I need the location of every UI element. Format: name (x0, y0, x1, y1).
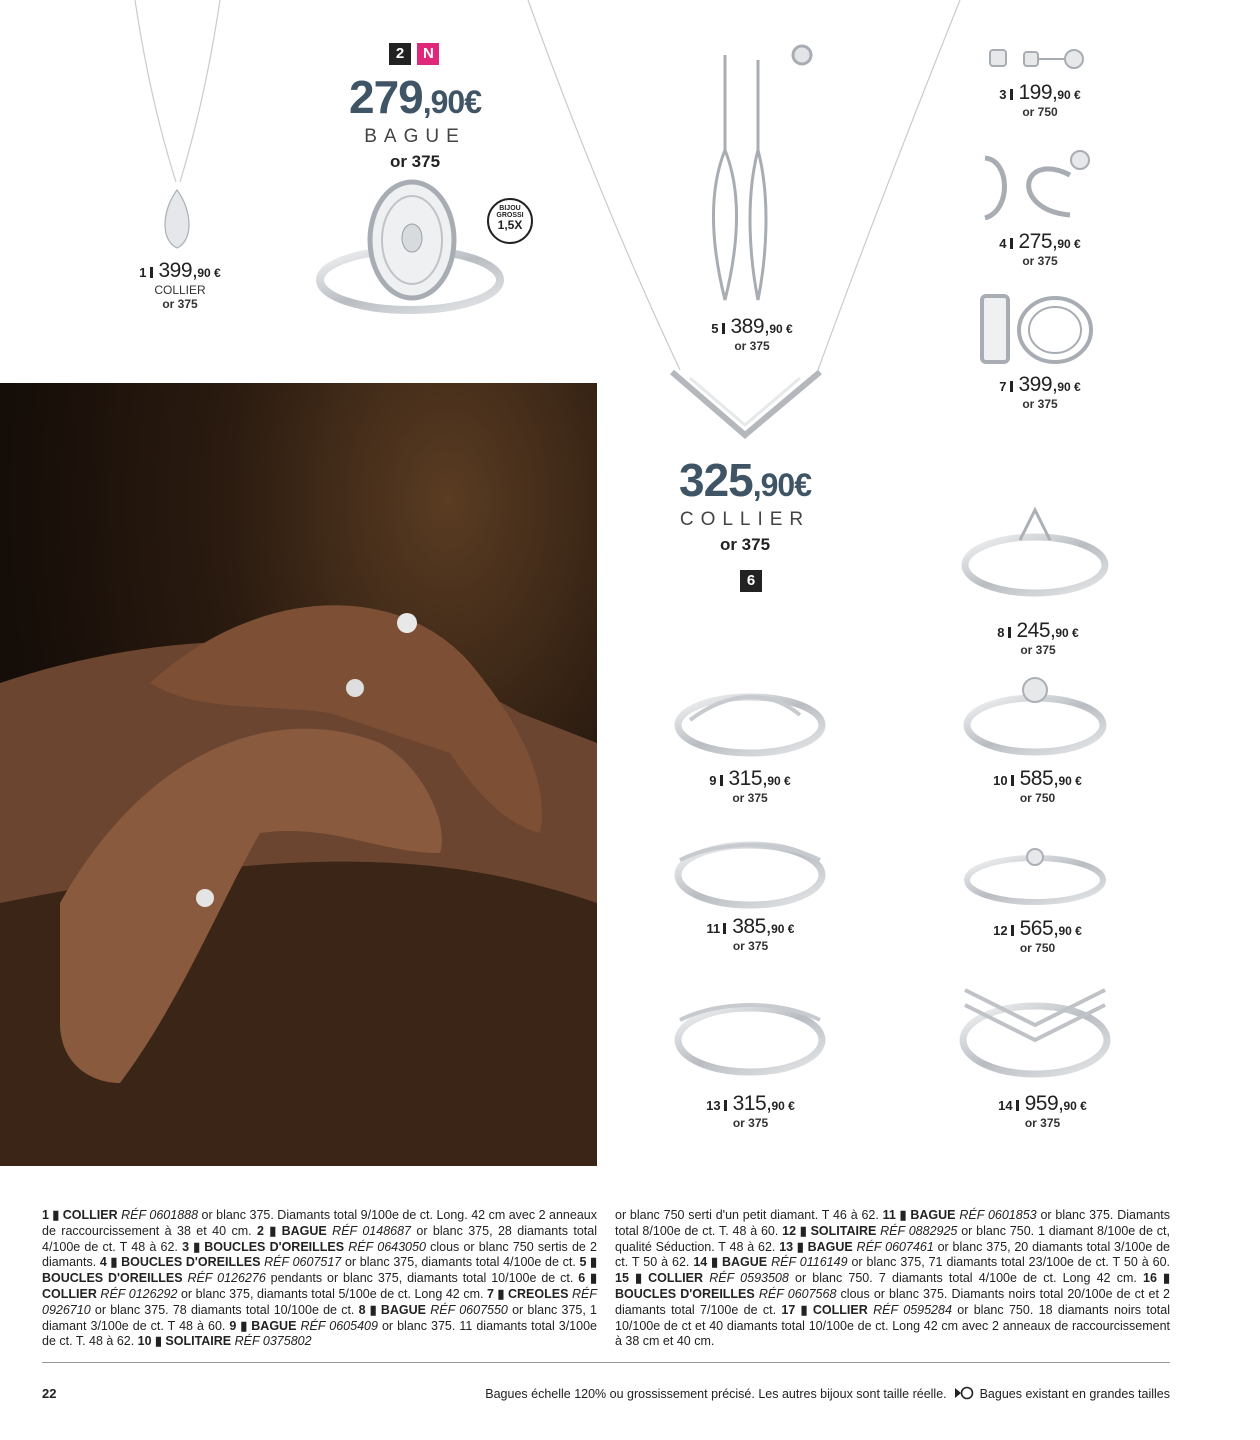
product-6-price-block (660, 454, 830, 555)
footer-note (485, 1386, 1170, 1403)
product-metal: or 375 (734, 339, 770, 353)
earrings-3-image (990, 50, 1083, 68)
ring-11-image (678, 845, 822, 905)
zoom-badge (487, 198, 533, 244)
ring-8-image (965, 510, 1105, 593)
ring-12-image (967, 849, 1103, 902)
product-metal: or 750 (1022, 105, 1058, 119)
page-number: 22 (42, 1386, 57, 1401)
hands-photo (0, 383, 597, 1166)
footer-divider (42, 1362, 1170, 1363)
product-metal: or 750 (1019, 791, 1056, 805)
product-6-badge-wrap (740, 570, 762, 592)
earrings-7-image (982, 296, 1091, 362)
product-metal: or 750 (1019, 941, 1056, 955)
zoom-badge-value: 1,5X (497, 218, 523, 232)
product-metal: or 375 (732, 791, 768, 805)
product-metal: or 375 (1022, 397, 1058, 411)
ring-10-image (967, 678, 1103, 752)
product-label-14: 14 959,90 € or 375 (980, 1093, 1105, 1129)
product-label-8: 8 245,90 € or 375 (978, 620, 1098, 656)
necklace-1-image (135, 0, 220, 248)
ring-14-image (963, 990, 1107, 1074)
earrings-5-image (713, 46, 811, 300)
product-6-price: 325,90€ (678, 454, 812, 506)
product-6-metal: or 375 (719, 535, 771, 554)
product-metal: or 375 (1020, 643, 1056, 657)
product-metal: or 375 (732, 1116, 769, 1130)
product-metal: or 375 (162, 297, 198, 311)
product-metal: or 375 (1024, 1116, 1061, 1130)
new-badge: N (417, 43, 439, 65)
ring-9-image (678, 697, 822, 753)
product-label-5: 5 389,90 € or 375 (692, 316, 812, 352)
product-2-price: 279,90€ (348, 71, 482, 123)
footer-note-large-sizes: Bagues existant en grandes tailles (979, 1387, 1170, 1401)
product-label-1: 1 399,90 € COLLIER or 375 (120, 260, 240, 310)
footer-note-scale: Bagues échelle 120% ou grossissement précisé. Les autres bijoux sont taille réelle. (485, 1387, 947, 1401)
product-label-12: 12 565,90 € or 750 (975, 918, 1100, 954)
product-type: COLLIER (154, 283, 206, 297)
product-label-9: 9 315,90 € or 375 (690, 768, 810, 804)
product-number-badge: 6 (740, 570, 762, 592)
product-number-badge: 2 (389, 43, 411, 65)
product-2-badges (389, 43, 439, 65)
product-descriptions-right: or blanc 750 serti d'un petit diamant. T 46 à 62. 11 ▮ BAGUE RÉF 0601853 or blanc 375. Diamants total 8/100e de ct. T. 48 à 60. 12 ▮ SOLITAIRE RÉF 0882925 or blanc 750. 1 diamant 8/100e de ct, qualité Séduction. T 48 à 62. 13 ▮ BAGUE RÉF 0607461 or blanc 375, 20 diamants total 3/100e de ct. T 50 à 62. 14 ▮ BAGUE RÉF 0116149 or blanc 375, 71 diamants total 23/100e de ct. T 50 à 60. 15 ▮ COLLIER RÉF 0593508 or blanc 750. 7 diamants total 4/100e de ct. Long 42 cm. 16 ▮ BOUCLES D'OREILLES RÉF 0607568 clous or blanc 375. Diamants noirs total 20/100e de ct et 2 diamants total 7/100e de ct. 17 ▮ COLLIER RÉF 0595284 or blanc 750. 18 diamants noirs total 10/100e de ct et 40 diamants total 10/100e de ct. Long 42 cm avec 2 anneaux de raccourcissement à 38 cm et 40 cm. (615, 1208, 1171, 1349)
product-metal: or 375 (1022, 254, 1058, 268)
product-label-13: 13 315,90 € or 375 (688, 1093, 813, 1129)
zoom-badge-line1: BIJOU (499, 205, 521, 212)
product-label-7: 7 399,90 € or 375 (980, 374, 1100, 410)
large-size-icon (954, 1386, 974, 1403)
ring-13-image (678, 1005, 822, 1072)
product-label-3: 3 199,90 € or 750 (980, 82, 1100, 118)
necklace-6-image (528, 0, 960, 435)
product-2-metal: or 375 (389, 152, 441, 171)
product-label-10: 10 585,90 € or 750 (975, 768, 1100, 804)
product-label-4: 4 275,90 € or 375 (980, 231, 1100, 267)
earrings-4-image (985, 151, 1089, 218)
product-2-category: BAGUE (364, 126, 466, 147)
product-2-price-block (330, 71, 500, 172)
product-label-11: 11 385,90 € or 375 (688, 916, 813, 952)
product-metal: or 375 (732, 939, 769, 953)
product-descriptions-left: 1 ▮ COLLIER RÉF 0601888 or blanc 375. Diamants total 9/100e de ct. Long. 42 cm avec 2 anneaux de raccourcissement à 38 et 40 cm. 2 ▮ BAGUE RÉF 0148687 or blanc 375, 28 diamants total 4/100e de ct. T 48 à 62. 3 ▮ BOUCLES D'OREILLES RÉF 0643050 clous or blanc 750 sertis de 2 diamants. 4 ▮ BOUCLES D'OREILLES RÉF 0607517 or blanc 375, diamants total 4/100e de ct. 5 ▮ BOUCLES D'OREILLES RÉF 0126276 pendants or blanc 375, diamants total 10/100e de ct. 6 ▮ COLLIER RÉF 0126292 or blanc 375, diamants total 5/100e de ct. Long 42 cm. 7 ▮ CREOLES RÉF 0926710 or blanc 375. 78 diamants total 10/100e de ct. 8 ▮ BAGUE RÉF 0607550 or blanc 375, 1 diamant 3/100e de ct. T 48 à 60. 9 ▮ BAGUE RÉF 0605409 or blanc 375. 11 diamants total 3/100e de ct. T. 48 à 62. 10 ▮ SOLITAIRE RÉF 0375802 (42, 1208, 598, 1349)
ring-2-image (320, 182, 500, 310)
product-6-category: COLLIER (679, 509, 811, 530)
zoom-badge-line2: GROSSI (496, 212, 524, 219)
